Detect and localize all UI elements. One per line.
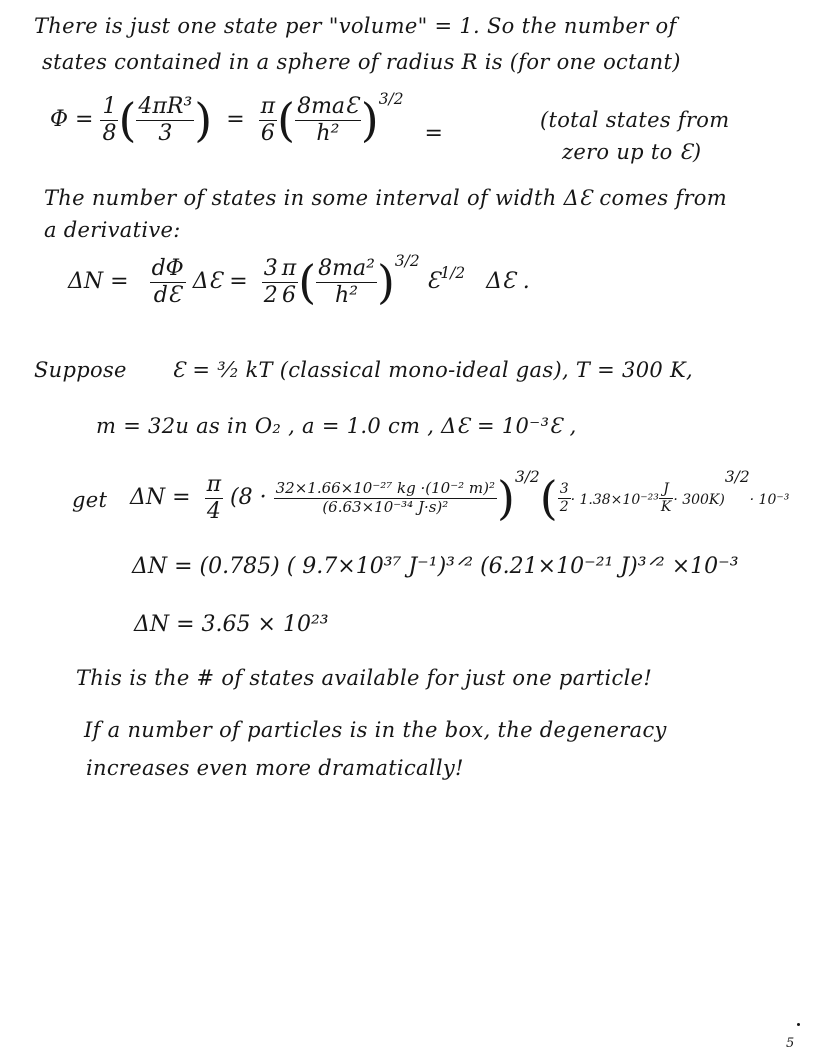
- eq2-a-den: 2: [263, 282, 278, 308]
- eq3-k-open: (: [539, 471, 558, 525]
- eq1-frac-energy: [295, 94, 361, 146]
- eq2-d-num: dΦ: [151, 256, 184, 282]
- eq2-a-num: 3: [263, 256, 278, 282]
- eq3-j-num: J: [659, 481, 673, 498]
- eq1-f2-den: 3: [158, 120, 173, 146]
- eq3-k-mid: · 1.38×10⁻²³: [570, 492, 659, 508]
- text-get: get: [72, 488, 108, 512]
- text-line-8: m = 32u as in O₂ , a = 1.0 cm , ΔƐ = 10⁻³Ɛ ,: [96, 414, 577, 438]
- eq2-tail: Ɛ: [426, 269, 441, 294]
- eq3-lhs: ΔN =: [130, 485, 191, 510]
- text-line-14: increases even more dramatically!: [86, 756, 464, 780]
- eq2-d-den: dƐ: [153, 282, 182, 308]
- eq1-frac-sphere-volume: [136, 94, 194, 146]
- text-suppose: Suppose: [34, 358, 127, 382]
- margin-mark: [797, 1023, 800, 1026]
- eq2-exponent: 3/2: [394, 252, 420, 270]
- text-line-13: If a number of particles is in the box, the degeneracy: [84, 718, 667, 742]
- eq3-k-end: · 300K): [673, 492, 725, 508]
- eq3-frac-pi-quarter: [205, 472, 223, 524]
- eq3-frac-constants: [274, 480, 497, 516]
- text-line-1: There is just one state per "volume" = 1. So the number of: [34, 14, 677, 38]
- eq3-frac-j-per-k: [659, 481, 673, 514]
- eq2-frac-pi-sixth: [280, 256, 298, 308]
- eq1-f2-num: 4πR³: [138, 94, 193, 120]
- eq3-eight: (8 ·: [230, 485, 267, 510]
- text-line-4: The number of states in some interval of width ΔƐ comes from: [44, 186, 727, 210]
- text-suppose-equation: Ɛ = ³⁄₂ kT (classical mono-ideal gas), T = 300 K,: [172, 358, 693, 382]
- text-line-5: a derivative:: [44, 218, 181, 242]
- eq2-frac-three-halves: [262, 256, 280, 308]
- eq2-c-den: h²: [335, 282, 359, 308]
- eq2-end: ΔƐ .: [486, 269, 530, 294]
- eq2-frac-derivative: [150, 256, 186, 308]
- eq3-n-num: 32×1.66×10⁻²⁷ kg ·(10⁻² m)²: [275, 479, 495, 498]
- eq1-equals-2: =: [424, 121, 443, 146]
- eq1-frac-one-eighth: [100, 94, 118, 146]
- eq2-lhs: ΔN =: [68, 269, 129, 294]
- eq3-n-den: (6.63×10⁻³⁴ J·s)²: [322, 497, 449, 516]
- equation-numeric: ΔN = $\frac{\pi}{4}$ (8 · $\frac{\text{32×1.66×10⁻²⁷ kg ·(10⁻² m)²}}{\text{(6.63×10⁻³⁴ J·s)²}}$ )$^{3/2}$( $\frac{3}{2}$ · 1.38×10⁻²³ $\frac{J}{K}$ · 300K)$^{3/2}$· 10⁻³: [130, 468, 790, 525]
- eq1-exponent: 3/2: [378, 90, 404, 108]
- eq2-mid: ΔƐ =: [192, 269, 248, 294]
- eq1-note-line-1: (total states from: [540, 108, 730, 132]
- eq1-f4-den: h²: [316, 120, 340, 146]
- eq3-p-num: π: [206, 472, 222, 498]
- eq2-tail-exponent: 1/2: [440, 264, 466, 282]
- eq3-exponent-2: 3/2: [724, 468, 750, 486]
- eq1-f1-num: 1: [102, 94, 117, 120]
- eq3-exponent-1: 3/2: [514, 468, 540, 486]
- eq3-k-num: 3: [559, 481, 569, 498]
- equation-numeric-2: ΔN = (0.785) ( 9.7×10³⁷ J⁻¹)³ᐟ² (6.21×10⁻²¹ J)³ᐟ² ×10⁻³: [132, 554, 739, 579]
- text-line-12: This is the # of states available for just one particle!: [76, 666, 653, 690]
- equation-phi: Φ = $\frac{1}{8}$ ( $\frac{\text{4πR³}}{3}$ ) = $\frac{\pi}{6}$ ( $\frac{\text{8maƐ}}{\text{h²}}$ )$^{3/2}$ =: [50, 90, 443, 147]
- eq1-f3-den: 6: [260, 120, 275, 146]
- eq1-equals: =: [226, 107, 245, 132]
- eq2-b-den: 6: [281, 282, 296, 308]
- eq3-j-den: K: [660, 498, 672, 515]
- eq3-last: · 10⁻³: [749, 492, 790, 508]
- eq1-f1-den: 8: [102, 120, 117, 146]
- equation-delta-n: ΔN = $\frac{d\Phi}{dƐ}$ ΔƐ = $\frac{3}{2}$ $\frac{\pi}{6}$ ( $\frac{\text{8ma²}}{\text{h²}}$ )$^{3/2}$ $Ɛ^{1/2}$ ΔƐ .: [68, 252, 530, 309]
- eq3-p-den: 4: [206, 498, 221, 524]
- eq3-frac-three-halves: [558, 481, 571, 514]
- eq1-note-line-2: zero up to Ɛ): [562, 140, 702, 164]
- page-number: 5: [786, 1036, 795, 1051]
- eq1-frac-pi-sixth: [259, 94, 277, 146]
- eq1-f3-num: π: [260, 94, 276, 120]
- equation-result: ΔN = 3.65 × 10²³: [134, 612, 329, 637]
- eq2-c-num: 8ma²: [318, 256, 375, 282]
- text-line-2: states contained in a sphere of radius R is (for one octant): [42, 50, 681, 74]
- eq1-f4-num: 8maƐ: [297, 94, 359, 120]
- eq1-lhs: Φ =: [50, 107, 94, 132]
- eq2-frac-mass-term: [316, 256, 377, 308]
- eq2-b-num: π: [281, 256, 297, 282]
- eq3-k-den: 2: [559, 498, 569, 515]
